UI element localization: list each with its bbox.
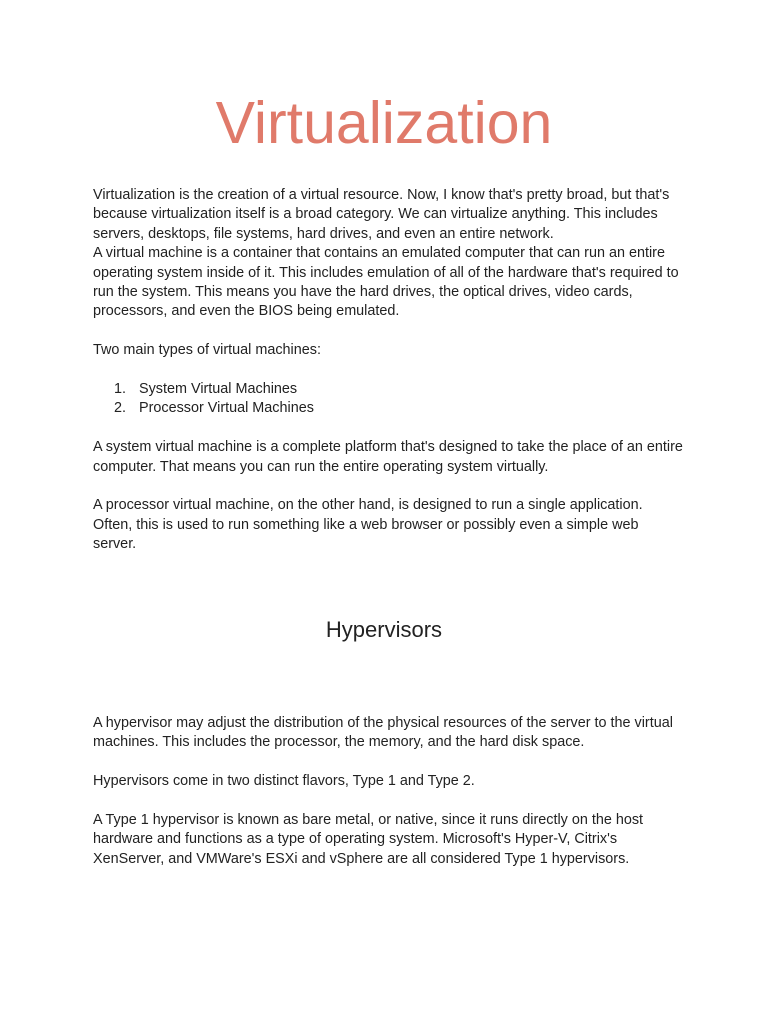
hypervisors-section: [93, 714, 683, 869]
list-item-number: 2.: [114, 400, 127, 417]
list-item-number: 1.: [114, 381, 127, 398]
document-title: Virtualization: [215, 90, 553, 156]
types-intro-paragraph: Two main types of virtual machines:: [93, 342, 321, 359]
list-item: [93, 380, 683, 399]
hypervisors-paragraph-3: A Type 1 hypervisor is known as bare metal, or native, since it runs directly on the host hardware and functions as a type of operating system. Microsoft's Hyper-V, Citrix's XenServer, and VMWare's ESXi and vSphere are all considered Type 1 hypervisors.: [93, 812, 644, 867]
intro-paragraph-1: Virtualization is the creation of a virtual resource. Now, I know that's pretty broad, but that's because virtualization itself is a broad category. We can virtualize anything. This includes servers, desktops, file systems, hard drives, and even an entire network.: [93, 187, 670, 242]
list-item-label: System Virtual Machines: [139, 381, 298, 398]
processor-vm-paragraph: A processor virtual machine, on the other hand, is designed to run a single application. Often, this is used to run something like a web browser or possibly even a simple web server.: [93, 497, 643, 553]
list-item: [93, 399, 683, 418]
list-item-label: Processor Virtual Machines: [139, 400, 314, 417]
intro-section: [93, 186, 683, 555]
vm-types-list: [93, 380, 683, 419]
hypervisors-paragraph-2: Hypervisors come in two distinct flavors, Type 1 and Type 2.: [93, 773, 475, 790]
system-vm-paragraph: A system virtual machine is a complete platform that's designed to take the place of an entire computer. That means you can run the entire operating system virtually.: [93, 439, 683, 475]
intro-paragraph-2: A virtual machine is a container that contains an emulated computer that can run an entire operating system inside of it. This includes emulation of all of the hardware that's required to run the system. This means you have the hard drives, the optical drives, video cards, processors, and even the BIOS being emulated.: [93, 245, 679, 320]
hypervisors-paragraph-1: A hypervisor may adjust the distribution of the physical resources of the server to the virtual machines. This includes the processor, the memory, and the hard disk space.: [93, 715, 673, 751]
section-heading-hypervisors: Hypervisors: [325, 617, 443, 642]
